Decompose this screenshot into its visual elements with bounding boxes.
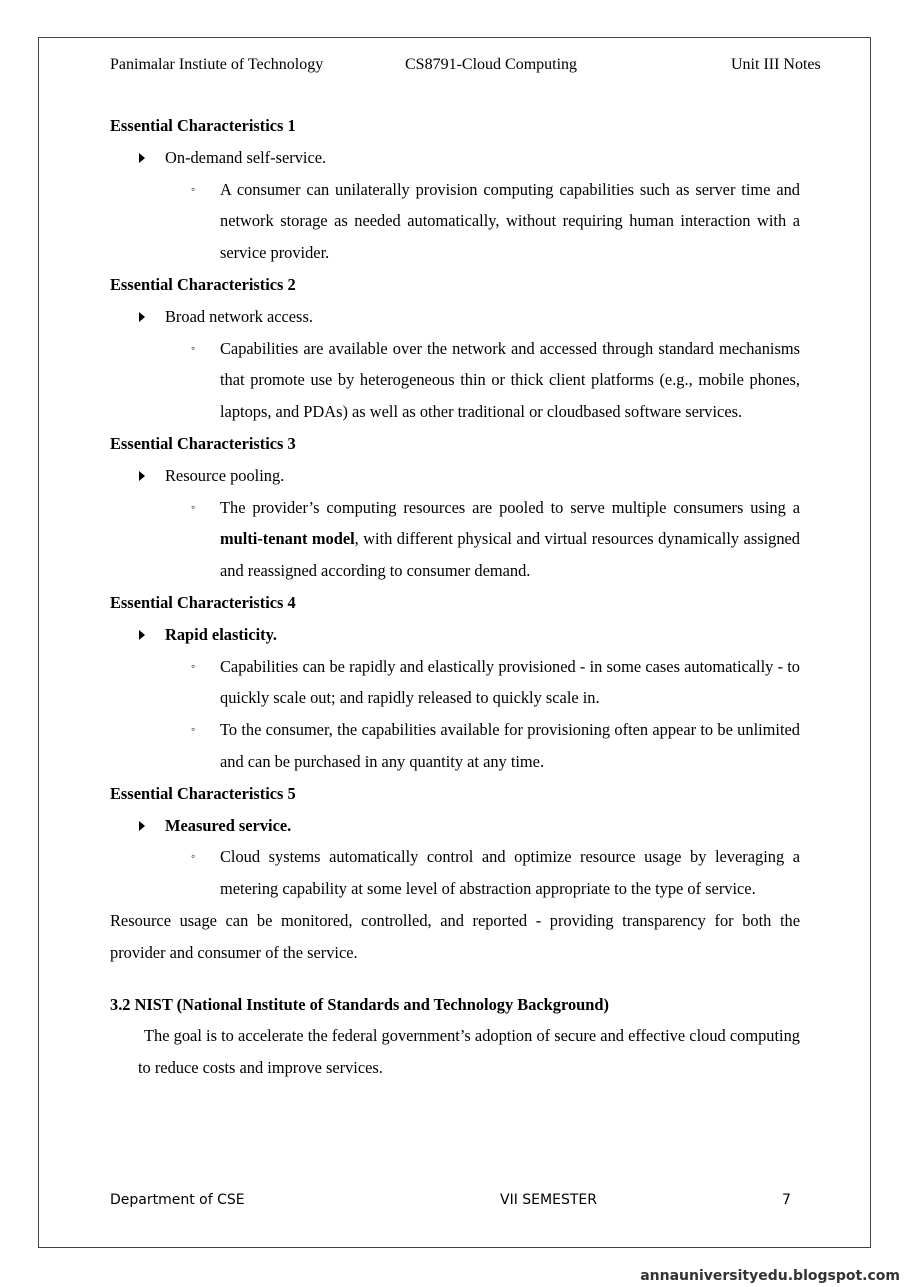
spacer: [110, 969, 800, 989]
bold-term: multi-tenant model: [220, 529, 355, 549]
bullet-text: Broad network access.: [165, 306, 313, 326]
section-heading: Essential Characteristics 2: [110, 274, 296, 294]
nist-paragraph-text: The goal is to accelerate the federal government’s adoption of secure and effective cloud computing to reduce costs and improve services.: [138, 1026, 800, 1078]
circle-bullet-icon: ◦: [191, 499, 196, 514]
closing-paragraph: Resource usage can be monitored, controlled, and reported - providing transparency for both the provider and consumer of the service.: [110, 910, 800, 962]
section-heading: Essential Characteristics 4: [110, 592, 296, 612]
nist-paragraph: [110, 1020, 800, 1084]
header-unit: Unit III Notes: [731, 56, 821, 73]
footer-department: Department of CSE: [110, 1192, 245, 1208]
sub-point-text: To the consumer, the capabilities available for provisioning often appear to be unlimited and can be purchased in any quantity at any time.: [220, 720, 800, 771]
bullet-item: [110, 142, 800, 174]
circle-bullet-icon: ◦: [191, 658, 196, 673]
sub-point: [110, 492, 800, 587]
triangle-bullet-icon: [139, 153, 145, 163]
sub-point: [110, 714, 800, 778]
sub-point: [110, 174, 800, 269]
section-heading: Essential Characteristics 1: [110, 116, 296, 135]
sub-point-text: Capabilities can be rapidly and elastically provisioned - in some cases automatically - to quickly scale out; and rapidly released to quickly scale in.: [220, 656, 800, 708]
header-course: CS8791-Cloud Computing: [405, 56, 578, 73]
circle-bullet-icon: ◦: [191, 340, 196, 355]
circle-bullet-icon: ◦: [191, 849, 196, 864]
header-institute: Panimalar Instiute of Technology: [110, 56, 324, 73]
circle-bullet-icon: ◦: [191, 181, 196, 196]
footer-semester: VII SEMESTER: [500, 1192, 597, 1208]
bullet-text: Rapid elasticity.: [165, 624, 278, 644]
sub-point: [110, 651, 800, 715]
triangle-bullet-icon: [139, 471, 145, 481]
bullet-item: [110, 619, 800, 651]
bullet-text: On-demand self-service.: [165, 147, 327, 167]
bullet-text: Measured service.: [165, 815, 292, 835]
circle-bullet-icon: ◦: [191, 722, 196, 737]
sub-point-text: A consumer can unilaterally provision computing capabilities such as server time and network storage as needed automatically, without requiring human interaction with a service provider.: [220, 179, 800, 263]
nist-heading: 3.2 NIST (National Institute of Standards and Technology Background): [110, 994, 609, 1014]
sub-point: [110, 841, 800, 905]
footer-page-number: 7: [782, 1192, 791, 1208]
section-heading: Essential Characteristics 3: [110, 433, 296, 453]
bullet-item: [110, 460, 800, 492]
bullet-text: Resource pooling.: [165, 465, 285, 485]
triangle-bullet-icon: [139, 821, 145, 831]
sub-point-text: Capabilities are available over the network and accessed through standard mechanisms that promote use by heterogeneous thin or thick client platforms (e.g., mobile phones, laptops, and PDAs) as well as other traditional or cloudbased software services.: [220, 338, 800, 422]
sub-point-text-before: The provider’s computing resources are pooled to serve multiple consumers using a: [220, 497, 800, 517]
bullet-item: [110, 301, 800, 333]
section-heading: Essential Characteristics 5: [110, 783, 296, 803]
sub-point: [110, 333, 800, 428]
triangle-bullet-icon: [139, 630, 145, 640]
sub-point-text: Cloud systems automatically control and optimize resource usage by leveraging a metering capability at some level of abstraction appropriate to the type of service.: [220, 847, 800, 899]
bullet-item: [110, 810, 800, 842]
sub-point-text-after: , with different physical and virtual resources dynamically assigned and reassigned according to consumer demand.: [220, 529, 800, 581]
watermark-text: annauniversityedu.blogspot.com: [640, 1268, 900, 1284]
triangle-bullet-icon: [139, 312, 145, 322]
document-body: [110, 110, 800, 1084]
